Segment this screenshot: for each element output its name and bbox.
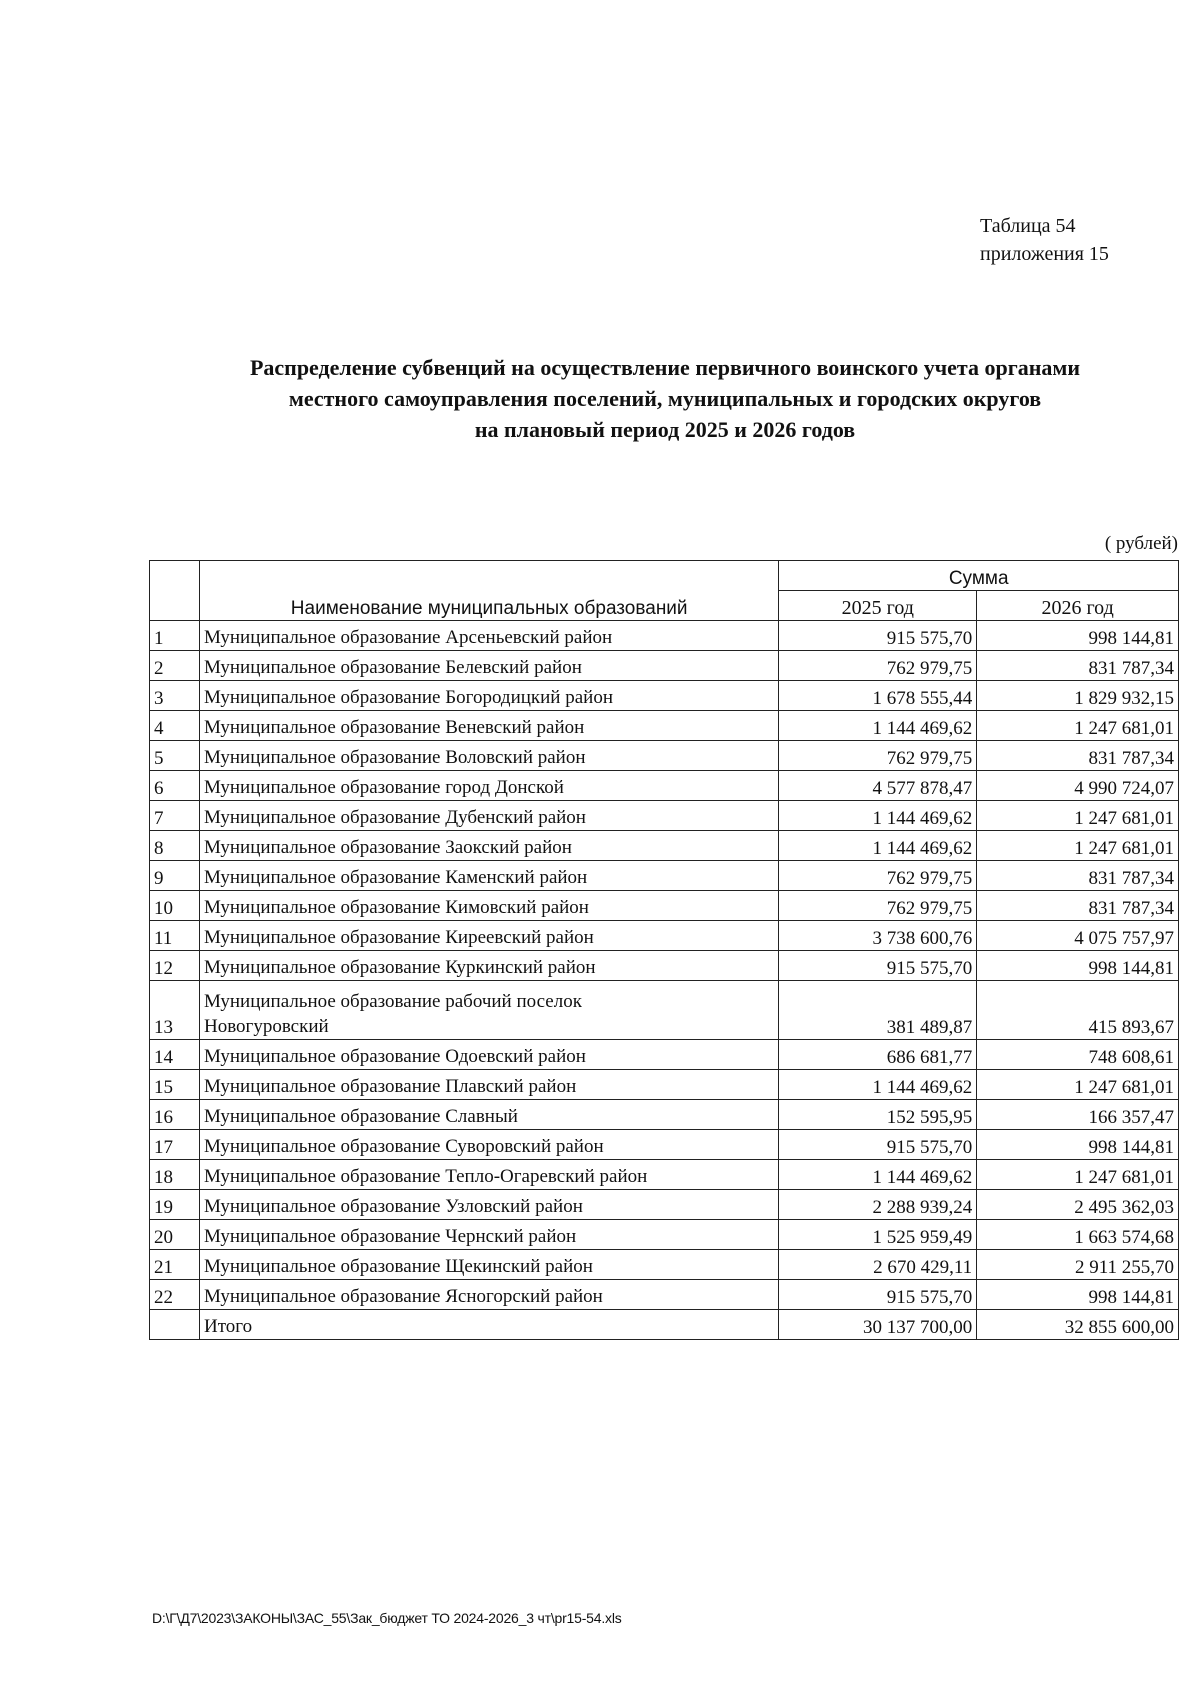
header-number-cell <box>150 561 200 621</box>
amount-2025: 1 678 555,44 <box>779 681 977 711</box>
municipality-name: Муниципальное образование Узловский район <box>199 1190 778 1220</box>
municipality-name: Муниципальное образование Кимовский район <box>199 891 778 921</box>
row-number: 22 <box>150 1280 200 1310</box>
amount-2025: 762 979,75 <box>779 891 977 921</box>
amount-2026: 2 911 255,70 <box>977 1250 1179 1280</box>
amount-2026: 831 787,34 <box>977 861 1179 891</box>
municipality-name-line-2: Новогуровский <box>203 1016 329 1037</box>
table-row <box>150 1190 1179 1220</box>
table-row <box>150 681 1179 711</box>
row-number: 9 <box>150 861 200 891</box>
table-row <box>150 771 1179 801</box>
row-number: 3 <box>150 681 200 711</box>
amount-2025: 1 144 469,62 <box>779 801 977 831</box>
row-number: 15 <box>150 1070 200 1100</box>
amount-2025: 762 979,75 <box>779 741 977 771</box>
row-number: 20 <box>150 1220 200 1250</box>
municipality-name: Муниципальное образование Одоевский район <box>199 1040 778 1070</box>
amount-2025: 762 979,75 <box>779 861 977 891</box>
row-number: 4 <box>150 711 200 741</box>
total-row <box>150 1310 1179 1340</box>
amount-2025: 4 577 878,47 <box>779 771 977 801</box>
amount-2026: 4 075 757,97 <box>977 921 1179 951</box>
table-row <box>150 981 1179 1040</box>
amount-2025: 1 144 469,62 <box>779 831 977 861</box>
header-2025-cell: 2025 год <box>779 591 977 621</box>
amount-2026: 998 144,81 <box>977 1280 1179 1310</box>
amount-2026: 998 144,81 <box>977 621 1179 651</box>
amount-2026: 1 247 681,01 <box>977 831 1179 861</box>
total-2025: 30 137 700,00 <box>779 1310 977 1340</box>
row-number: 5 <box>150 741 200 771</box>
row-number: 17 <box>150 1130 200 1160</box>
total-2026: 32 855 600,00 <box>977 1310 1179 1340</box>
header-row <box>150 561 1179 591</box>
amount-2026: 1 247 681,01 <box>977 801 1179 831</box>
municipality-name: Муниципальное образование Щекинский район <box>199 1250 778 1280</box>
amount-2026: 1 247 681,01 <box>977 1070 1179 1100</box>
file-path-footer: D:\Г\Д7\2023\ЗАКОНЫ\ЗАС_55\Зак_бюджет ТО 2024-2026_3 чт\pr15-54.xls <box>152 1610 622 1626</box>
table-row <box>150 1250 1179 1280</box>
municipality-name: Муниципальное образование Воловский район <box>199 741 778 771</box>
row-number: 13 <box>150 981 200 1040</box>
amount-2026: 748 608,61 <box>977 1040 1179 1070</box>
row-number: 12 <box>150 951 200 981</box>
table-row <box>150 1100 1179 1130</box>
municipality-name: Муниципальное образование Ясногорский район <box>199 1280 778 1310</box>
amount-2026: 831 787,34 <box>977 651 1179 681</box>
row-number: 11 <box>150 921 200 951</box>
amount-2026: 831 787,34 <box>977 741 1179 771</box>
amount-2025: 915 575,70 <box>779 1280 977 1310</box>
total-number-cell <box>150 1310 200 1340</box>
row-number: 7 <box>150 801 200 831</box>
amount-2025: 2 288 939,24 <box>779 1190 977 1220</box>
amount-2026: 1 829 932,15 <box>977 681 1179 711</box>
table-row <box>150 921 1179 951</box>
municipality-name: Муниципальное образование Киреевский район <box>199 921 778 951</box>
row-number: 6 <box>150 771 200 801</box>
municipality-name: Муниципальное образование Суворовский район <box>199 1130 778 1160</box>
table-row <box>150 951 1179 981</box>
amount-2026: 998 144,81 <box>977 1130 1179 1160</box>
amount-2025: 915 575,70 <box>779 1130 977 1160</box>
amount-2026: 4 990 724,07 <box>977 771 1179 801</box>
table-row <box>150 1280 1179 1310</box>
units-label: ( рублей) <box>1104 533 1178 554</box>
amount-2025: 2 670 429,11 <box>779 1250 977 1280</box>
municipality-name-line-1: Муниципальное образование рабочий поселок <box>203 991 582 1012</box>
table-row <box>150 741 1179 771</box>
amount-2025: 686 681,77 <box>779 1040 977 1070</box>
municipality-name: Муниципальное образование Чернский район <box>199 1220 778 1250</box>
municipality-name: Муниципальное образование Каменский район <box>199 861 778 891</box>
amount-2025: 915 575,70 <box>779 621 977 651</box>
amount-2026: 1 247 681,01 <box>977 711 1179 741</box>
row-number: 18 <box>150 1160 200 1190</box>
amount-2025: 3 738 600,76 <box>779 921 977 951</box>
municipality-name: Муниципальное образование Дубенский район <box>199 801 778 831</box>
header-2026-cell: 2026 год <box>977 591 1179 621</box>
subvention-table <box>149 560 1179 1340</box>
amount-2026: 166 357,47 <box>977 1100 1179 1130</box>
row-number: 14 <box>150 1040 200 1070</box>
table-row <box>150 861 1179 891</box>
municipality-name: Муниципальное образование Белевский район <box>199 651 778 681</box>
amount-2025: 1 525 959,49 <box>779 1220 977 1250</box>
table-row <box>150 1130 1179 1160</box>
amount-2025: 381 489,87 <box>779 981 977 1040</box>
amount-2025: 915 575,70 <box>779 951 977 981</box>
table-row <box>150 1160 1179 1190</box>
municipality-name: Муниципальное образование Тепло-Огаревский район <box>199 1160 778 1190</box>
table-row <box>150 891 1179 921</box>
page-title <box>100 352 1200 445</box>
row-number: 2 <box>150 651 200 681</box>
municipality-name: Муниципальное образование Богородицкий район <box>199 681 778 711</box>
municipality-name: Муниципальное образование Плавский район <box>199 1070 778 1100</box>
amount-2026: 415 893,67 <box>977 981 1179 1040</box>
table-row <box>150 801 1179 831</box>
amount-2025: 1 144 469,62 <box>779 1070 977 1100</box>
header-name-cell: Наименование муниципальных образований <box>199 561 778 621</box>
header-sum-cell: Сумма <box>779 561 1179 591</box>
title-line-3: на плановый период 2025 и 2026 годов <box>474 417 856 442</box>
table-row <box>150 1220 1179 1250</box>
amount-2025: 762 979,75 <box>779 651 977 681</box>
amount-2025: 1 144 469,62 <box>779 1160 977 1190</box>
row-number: 21 <box>150 1250 200 1280</box>
municipality-name: Муниципальное образование Арсеньевский район <box>199 621 778 651</box>
table-row <box>150 651 1179 681</box>
amount-2026: 1 247 681,01 <box>977 1160 1179 1190</box>
amount-2026: 998 144,81 <box>977 951 1179 981</box>
table-row <box>150 711 1179 741</box>
title-line-1: Распределение субвенций на осуществление первичного воинского учета органами <box>249 355 1081 380</box>
municipality-name <box>199 981 778 1040</box>
municipality-name: Муниципальное образование Веневский район <box>199 711 778 741</box>
table-row <box>150 831 1179 861</box>
table-number: Таблица 54 <box>980 215 1076 237</box>
row-number: 1 <box>150 621 200 651</box>
row-number: 10 <box>150 891 200 921</box>
amount-2025: 1 144 469,62 <box>779 711 977 741</box>
amount-2026: 831 787,34 <box>977 891 1179 921</box>
table-row <box>150 1040 1179 1070</box>
row-number: 19 <box>150 1190 200 1220</box>
row-number: 8 <box>150 831 200 861</box>
row-number: 16 <box>150 1100 200 1130</box>
amount-2025: 152 595,95 <box>779 1100 977 1130</box>
appendix-number: приложения 15 <box>980 243 1109 265</box>
table-reference <box>980 212 1109 268</box>
municipality-name: Муниципальное образование город Донской <box>199 771 778 801</box>
municipality-name: Муниципальное образование Куркинский район <box>199 951 778 981</box>
municipality-name: Муниципальное образование Славный <box>199 1100 778 1130</box>
table-row <box>150 621 1179 651</box>
amount-2026: 2 495 362,03 <box>977 1190 1179 1220</box>
amount-2026: 1 663 574,68 <box>977 1220 1179 1250</box>
table-row <box>150 1070 1179 1100</box>
municipality-name: Муниципальное образование Заокский район <box>199 831 778 861</box>
total-label: Итого <box>199 1310 778 1340</box>
title-line-2: местного самоуправления поселений, муниципальных и городских округов <box>288 386 1042 411</box>
